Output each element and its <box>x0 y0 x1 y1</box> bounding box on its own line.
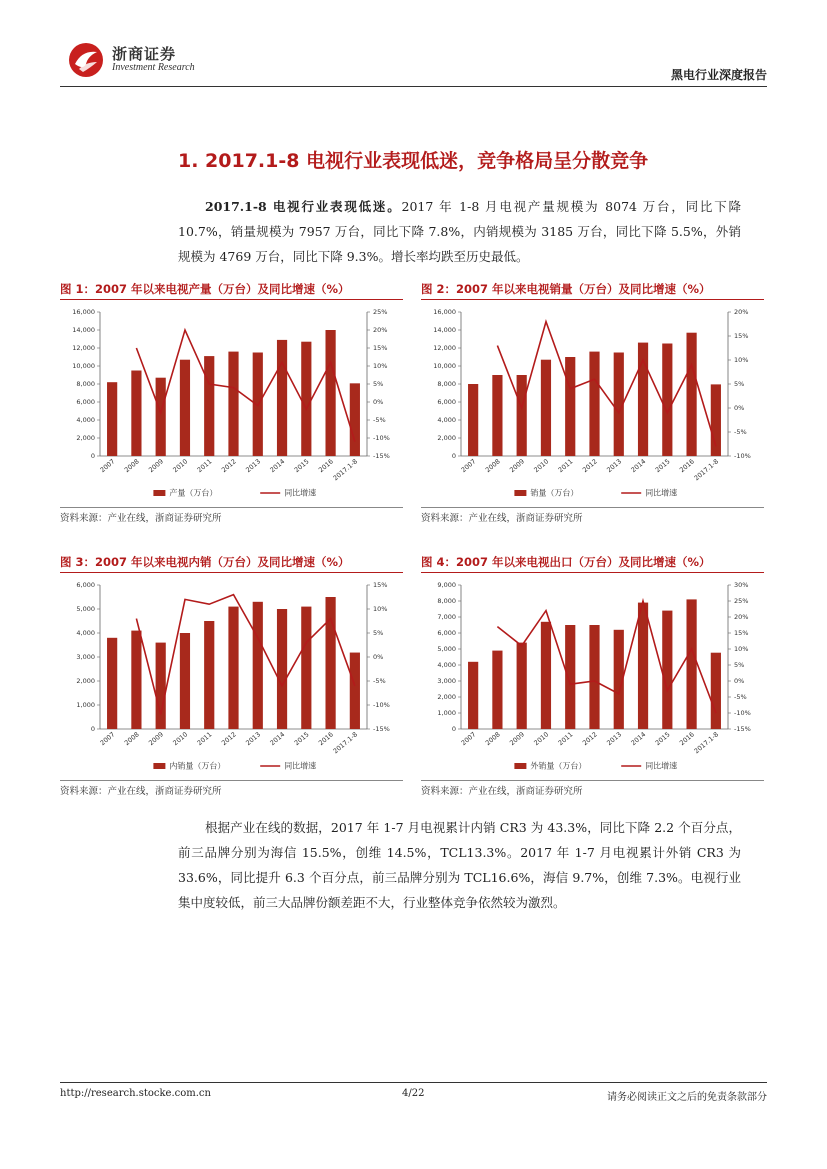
category-label: 2015 <box>292 457 311 475</box>
bar-2015 <box>662 611 672 729</box>
left-tick-label: 2,000 <box>76 677 95 686</box>
category-label: 2014 <box>268 457 287 475</box>
figure-3-source-rule <box>60 780 403 781</box>
right-tick-label: 5% <box>373 629 384 638</box>
right-tick-label: -10% <box>373 434 390 443</box>
category-label: 2016 <box>678 730 696 748</box>
figure-1-source: 资料来源：产业在线，浙商证券研究所 <box>60 513 222 524</box>
legend-bar-label: 内销量（万台） <box>169 761 226 771</box>
left-tick-label: 4,000 <box>437 416 456 425</box>
left-tick-label: 6,000 <box>76 398 95 407</box>
bar-2013 <box>253 602 263 729</box>
chart-svg <box>425 306 760 506</box>
legend-bar-label: 销量（万台） <box>530 488 579 498</box>
category-label: 2007 <box>459 457 478 475</box>
category-label: 2012 <box>219 457 238 475</box>
bar-2007 <box>468 384 478 456</box>
category-label: 2011 <box>195 730 214 748</box>
category-label: 2017.1-8 <box>331 457 360 483</box>
figure-4-title-rule <box>421 572 764 573</box>
right-tick-label: 30% <box>734 581 749 590</box>
category-label: 2012 <box>219 730 238 748</box>
bar-2011 <box>565 357 575 456</box>
figure-4-source-rule <box>421 780 764 781</box>
header-divider <box>60 86 767 87</box>
right-tick-label: -5% <box>734 428 747 437</box>
legend-bar-swatch <box>153 490 165 496</box>
logo-cn-text: 浙商证券 <box>112 45 177 63</box>
legend-bar-swatch <box>514 763 526 769</box>
bar-2008 <box>492 375 502 456</box>
figure-1-title-rule <box>60 299 403 300</box>
legend-line-label: 同比增速 <box>645 488 678 498</box>
category-label: 2008 <box>483 457 502 475</box>
category-label: 2009 <box>508 730 526 748</box>
left-tick-label: 6,000 <box>437 629 456 638</box>
bar-2011 <box>204 356 214 456</box>
bar-2012 <box>228 352 238 456</box>
bar-2010 <box>180 633 190 729</box>
bar-2007 <box>468 662 478 729</box>
left-tick-label: 0 <box>451 725 456 734</box>
right-tick-label: 25% <box>734 597 749 606</box>
right-tick-label: -10% <box>373 701 390 710</box>
right-tick-label: 0% <box>734 404 745 413</box>
growth-line <box>497 322 716 447</box>
category-label: 2010 <box>171 730 190 748</box>
category-label: 2011 <box>195 457 214 475</box>
bar-2016 <box>325 330 335 456</box>
footer-divider <box>60 1082 767 1083</box>
left-tick-label: 12,000 <box>433 344 456 353</box>
growth-line <box>497 601 716 713</box>
left-tick-label: 4,000 <box>437 661 456 670</box>
bar-2016 <box>325 597 335 729</box>
bar-2017.1-8 <box>350 653 360 729</box>
chart-svg <box>64 579 399 779</box>
figure-2-title: 图 2：2007 年以来电视销量（万台）及同比增速（%） <box>421 282 711 296</box>
left-tick-label: 5,000 <box>437 645 456 654</box>
bar-2009 <box>156 378 166 456</box>
left-tick-label: 8,000 <box>76 380 95 389</box>
bar-2012 <box>589 625 599 729</box>
category-label: 2015 <box>653 457 672 475</box>
left-tick-label: 7,000 <box>437 613 456 622</box>
bar-2008 <box>492 651 502 729</box>
category-label: 2014 <box>629 457 648 475</box>
left-tick-label: 3,000 <box>76 653 95 662</box>
left-tick-label: 12,000 <box>72 344 95 353</box>
right-tick-label: -15% <box>734 725 751 734</box>
category-label: 2017.1-8 <box>692 457 721 483</box>
bar-2010 <box>180 360 190 456</box>
intro-lead: 2017.1-8 电视行业表现低迷。 <box>205 199 402 214</box>
figure-3-title-rule <box>60 572 403 573</box>
concentration-paragraph: 根据产业在线的数据，2017 年 1-7 月电视累计内销 CR3 为 43.3%，同比下降 2.2 个百分点，前三品牌分别为海信 15.5%，创维 14.5%，TCL13.3%。2017 年 1-7 月电视累计外销 CR3 为 33.6%，同比提升 6.3 个百分点，前三品牌分别为 TCL16.6%，海信 9.7%，创维 7.3%。电视行业集中度较低，前三大品牌份额差距不大，行业整体竞争依然较为激烈。 <box>178 820 741 910</box>
legend-line-label: 同比增速 <box>284 488 317 498</box>
bar-2010 <box>541 622 551 729</box>
bar-2008 <box>131 631 141 729</box>
left-tick-label: 16,000 <box>433 308 456 317</box>
bar-2016 <box>686 599 696 729</box>
legend-bar-swatch <box>153 763 165 769</box>
bar-2007 <box>107 638 117 729</box>
category-label: 2014 <box>629 730 648 748</box>
legend-bar-swatch <box>514 490 526 496</box>
right-tick-label: 20% <box>373 326 388 335</box>
category-label: 2016 <box>317 730 335 748</box>
left-tick-label: 8,000 <box>437 597 456 606</box>
category-label: 2008 <box>483 730 502 748</box>
figure-4-source: 资料来源：产业在线，浙商证券研究所 <box>421 786 583 797</box>
category-label: 2010 <box>171 457 190 475</box>
logo-en-text: Investment Research <box>112 62 195 73</box>
category-label: 2013 <box>605 730 624 748</box>
bar-2017.1-8 <box>711 653 721 729</box>
growth-line <box>136 330 355 442</box>
left-tick-label: 1,000 <box>437 709 456 718</box>
legend-line-label: 同比增速 <box>645 761 678 771</box>
category-label: 2016 <box>678 457 696 475</box>
category-label: 2014 <box>268 730 287 748</box>
figure-2-chart <box>425 306 760 506</box>
left-tick-label: 4,000 <box>76 416 95 425</box>
bar-2011 <box>565 625 575 729</box>
category-label: 2013 <box>605 457 624 475</box>
chart-svg <box>425 579 760 779</box>
bar-2011 <box>204 621 214 729</box>
left-tick-label: 2,000 <box>76 434 95 443</box>
bar-2017.1-8 <box>350 383 360 456</box>
bar-2015 <box>301 607 311 729</box>
left-tick-label: 4,000 <box>76 629 95 638</box>
figure-2-source-rule <box>421 507 764 508</box>
figure-3-title: 图 3：2007 年以来电视内销（万台）及同比增速（%） <box>60 555 350 569</box>
bar-2015 <box>301 342 311 456</box>
company-logo-icon <box>66 40 106 80</box>
legend-line-label: 同比增速 <box>284 761 317 771</box>
left-tick-label: 1,000 <box>76 701 95 710</box>
left-tick-label: 5,000 <box>76 605 95 614</box>
category-label: 2011 <box>556 457 575 475</box>
category-label: 2013 <box>244 457 263 475</box>
bar-2009 <box>517 643 527 729</box>
left-tick-label: 0 <box>90 452 95 461</box>
right-tick-label: 15% <box>734 332 749 341</box>
page-number: 4/22 <box>402 1088 425 1099</box>
left-tick-label: 3,000 <box>437 677 456 686</box>
chart-svg <box>64 306 399 506</box>
bar-2008 <box>131 371 141 457</box>
right-tick-label: 5% <box>734 380 745 389</box>
category-label: 2007 <box>98 730 117 748</box>
figure-2-source: 资料来源：产业在线，浙商证券研究所 <box>421 513 583 524</box>
figure-3-chart <box>64 579 399 779</box>
left-tick-label: 6,000 <box>76 581 95 590</box>
bar-2015 <box>662 344 672 457</box>
right-tick-label: -5% <box>734 693 747 702</box>
legend-bar-label: 产量（万台） <box>169 488 218 498</box>
left-tick-label: 10,000 <box>72 362 95 371</box>
left-tick-label: 9,000 <box>437 581 456 590</box>
left-tick-label: 2,000 <box>437 693 456 702</box>
left-tick-label: 14,000 <box>433 326 456 335</box>
right-tick-label: 5% <box>734 661 745 670</box>
right-tick-label: 10% <box>373 605 388 614</box>
category-label: 2015 <box>653 730 672 748</box>
left-tick-label: 0 <box>90 725 95 734</box>
category-label: 2011 <box>556 730 575 748</box>
left-tick-label: 2,000 <box>437 434 456 443</box>
report-type: 黑电行业深度报告 <box>670 68 767 82</box>
category-label: 2008 <box>122 730 141 748</box>
category-label: 2012 <box>580 730 599 748</box>
right-tick-label: 20% <box>734 308 749 317</box>
bar-2016 <box>686 333 696 456</box>
category-label: 2007 <box>98 457 117 475</box>
figure-3-source: 资料来源：产业在线，浙商证券研究所 <box>60 786 222 797</box>
bar-2014 <box>277 340 287 456</box>
figure-1-title: 图 1：2007 年以来电视产量（万台）及同比增速（%） <box>60 282 350 296</box>
bar-2007 <box>107 382 117 456</box>
right-tick-label: -15% <box>373 725 390 734</box>
bar-2009 <box>517 375 527 456</box>
category-label: 2007 <box>459 730 478 748</box>
footer-url[interactable]: http://research.stocke.com.cn <box>60 1088 211 1099</box>
left-tick-label: 8,000 <box>437 380 456 389</box>
growth-line <box>136 595 355 715</box>
bar-2012 <box>228 607 238 729</box>
category-label: 2017.1-8 <box>331 730 360 756</box>
left-tick-label: 6,000 <box>437 398 456 407</box>
category-label: 2016 <box>317 457 335 475</box>
legend-bar-label: 外销量（万台） <box>530 761 587 771</box>
category-label: 2013 <box>244 730 263 748</box>
category-label: 2009 <box>508 457 526 475</box>
intro-paragraph <box>178 194 741 269</box>
right-tick-label: 0% <box>373 653 384 662</box>
footer-disclaimer: 请务必阅读正文之后的免责条款部分 <box>607 1092 767 1103</box>
section-title: 1. 2017.1-8 电视行业表现低迷，竞争格局呈分散竞争 <box>178 150 649 172</box>
figure-1-source-rule <box>60 507 403 508</box>
right-tick-label: 15% <box>734 629 749 638</box>
category-label: 2008 <box>122 457 141 475</box>
right-tick-label: 10% <box>734 645 749 654</box>
figure-2-title-rule <box>421 299 764 300</box>
right-tick-label: 0% <box>734 677 745 686</box>
bar-2014 <box>638 603 648 729</box>
right-tick-label: -5% <box>373 677 386 686</box>
figure-4-title: 图 4：2007 年以来电视出口（万台）及同比增速（%） <box>421 555 711 569</box>
bar-2009 <box>156 643 166 729</box>
bar-2014 <box>277 609 287 729</box>
category-label: 2009 <box>147 457 165 475</box>
bar-2012 <box>589 352 599 456</box>
right-tick-label: -15% <box>373 452 390 461</box>
left-tick-label: 14,000 <box>72 326 95 335</box>
category-label: 2010 <box>532 457 551 475</box>
right-tick-label: 15% <box>373 581 388 590</box>
category-label: 2010 <box>532 730 551 748</box>
category-label: 2015 <box>292 730 311 748</box>
category-label: 2009 <box>147 730 165 748</box>
category-label: 2012 <box>580 457 599 475</box>
right-tick-label: -10% <box>734 709 751 718</box>
category-label: 2017.1-8 <box>692 730 721 756</box>
intro-text: 2017 年 1-8 月电视产量规模为 8074 万台，同比下降 10.7%，销量规模为 7957 万台，同比下降 7.8%，内销规模为 3185 万台，同比下降 5.5%，外销规模为 4769 万台，同比下降 9.3%。增长率均跌至历史最低。 <box>178 199 742 264</box>
right-tick-label: 25% <box>373 308 388 317</box>
left-tick-label: 10,000 <box>433 362 456 371</box>
right-tick-label: 5% <box>373 380 384 389</box>
right-tick-label: 15% <box>373 344 388 353</box>
right-tick-label: 10% <box>373 362 388 371</box>
right-tick-label: 20% <box>734 613 749 622</box>
figure-1-chart <box>64 306 399 506</box>
left-tick-label: 0 <box>451 452 456 461</box>
right-tick-label: -10% <box>734 452 751 461</box>
right-tick-label: 10% <box>734 356 749 365</box>
page-header <box>60 38 767 86</box>
left-tick-label: 16,000 <box>72 308 95 317</box>
bar-2010 <box>541 360 551 456</box>
figure-4-chart <box>425 579 760 779</box>
right-tick-label: 0% <box>373 398 384 407</box>
right-tick-label: -5% <box>373 416 386 425</box>
